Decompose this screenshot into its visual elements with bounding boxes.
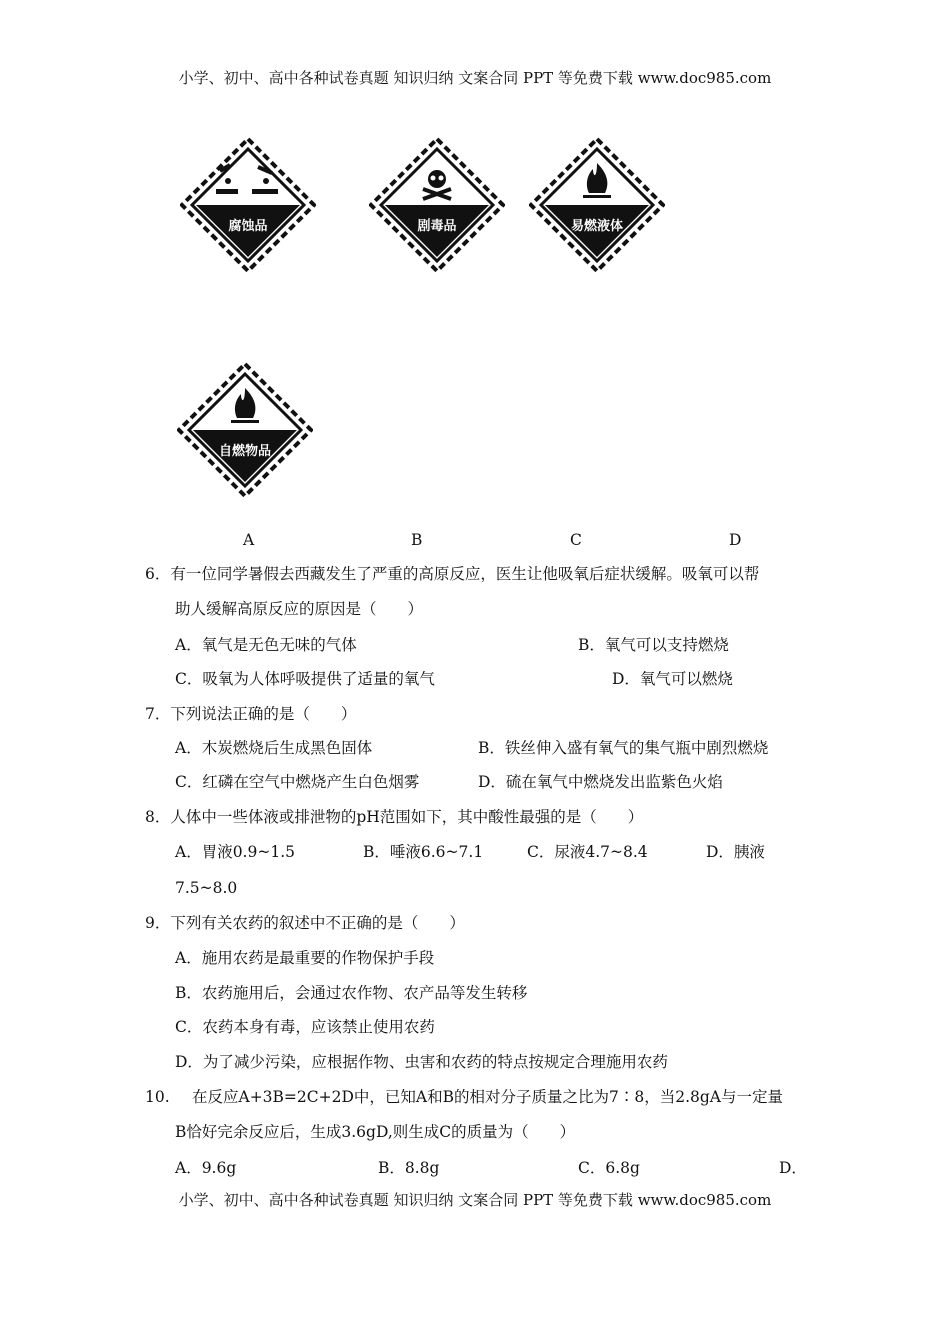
q6-stem: 6．有一位同学暑假去西藏发生了严重的高原反应，医生让他吸氧后症状缓解。吸氧可以帮 (145, 565, 760, 583)
q8-option-a: A．胃液0.9~1.5 (175, 843, 295, 861)
q6-stem-cont: 助人缓解高原反应的原因是（ ） (175, 600, 424, 618)
q10-option-c: C．6.8g (578, 1159, 640, 1177)
q9-option-a: A．施用农药是最重要的作物保护手段 (175, 949, 435, 967)
q8-option-d: D．胰液 (706, 843, 765, 861)
q7-option-c: C．红磷在空气中燃烧产生白色烟雾 (175, 773, 420, 791)
q7-stem: 7．下列说法正确的是（ ） (145, 705, 357, 723)
q10-option-d: D． (779, 1159, 807, 1177)
q9-option-c: C．农药本身有毒，应该禁止使用农药 (175, 1018, 435, 1036)
q9-option-b: B．农药施用后，会通过农作物、农产品等发生转移 (175, 984, 528, 1002)
q6-option-c: C．吸氧为人体呼吸提供了适量的氧气 (175, 670, 435, 688)
q8-option-d-cont: 7.5~8.0 (175, 879, 238, 897)
q9-option-d: D．为了减少污染，应根据作物、虫害和农药的特点按规定合理施用农药 (175, 1053, 668, 1071)
q10-stem: 在反应A+3B=2C+2D中，已知A和B的相对分子质量之比为7∶8，当2.8gA与一定量 (192, 1088, 783, 1106)
sign-option-a: A (243, 531, 255, 549)
q10-stem-cont: B恰好完余反应后，生成3.6gD,则生成C的质量为（ ） (175, 1123, 576, 1141)
sign-toxic: 剧毒品 (369, 137, 505, 273)
page-footer: 小学、初中、高中各种试卷真题 知识归纳 文案合同 PPT 等免费下载 www.doc985.com (178, 1191, 772, 1209)
q7-option-b: B．铁丝伸入盛有氧气的集气瓶中剧烈燃烧 (478, 739, 769, 757)
q10-option-b: B．8.8g (378, 1159, 440, 1177)
q10-number: 10. (145, 1088, 170, 1106)
sign-option-c: C (570, 531, 582, 549)
q6-option-b: B．氧气可以支持燃烧 (578, 636, 729, 654)
sign-corrosive: 腐蚀品 (180, 137, 316, 273)
q9-stem: 9．下列有关农药的叙述中不正确的是（ ） (145, 914, 465, 932)
q6-option-a: A．氧气是无色无味的气体 (175, 636, 357, 654)
sign-option-b: B (411, 531, 423, 549)
q7-option-a: A．木炭燃烧后生成黑色固体 (175, 739, 373, 757)
q8-stem: 8．人体中一些体液或排泄物的pH范围如下，其中酸性最强的是（ ） (145, 808, 644, 826)
q6-option-d: D．氧气可以燃烧 (612, 670, 733, 688)
sign-flammable-liquid: 易燃液体 (529, 137, 665, 273)
q10-option-a: A．9.6g (175, 1159, 237, 1177)
page-header: 小学、初中、高中各种试卷真题 知识归纳 文案合同 PPT 等免费下载 www.doc985.com (178, 69, 772, 87)
q8-option-b: B．唾液6.6~7.1 (363, 843, 484, 861)
q8-option-c: C．尿液4.7~8.4 (527, 843, 648, 861)
q7-option-d: D．硫在氧气中燃烧发出监紫色火焰 (478, 773, 723, 791)
sign-spontaneous-combustible: 自燃物品 (177, 362, 313, 498)
sign-option-d: D (729, 531, 742, 549)
